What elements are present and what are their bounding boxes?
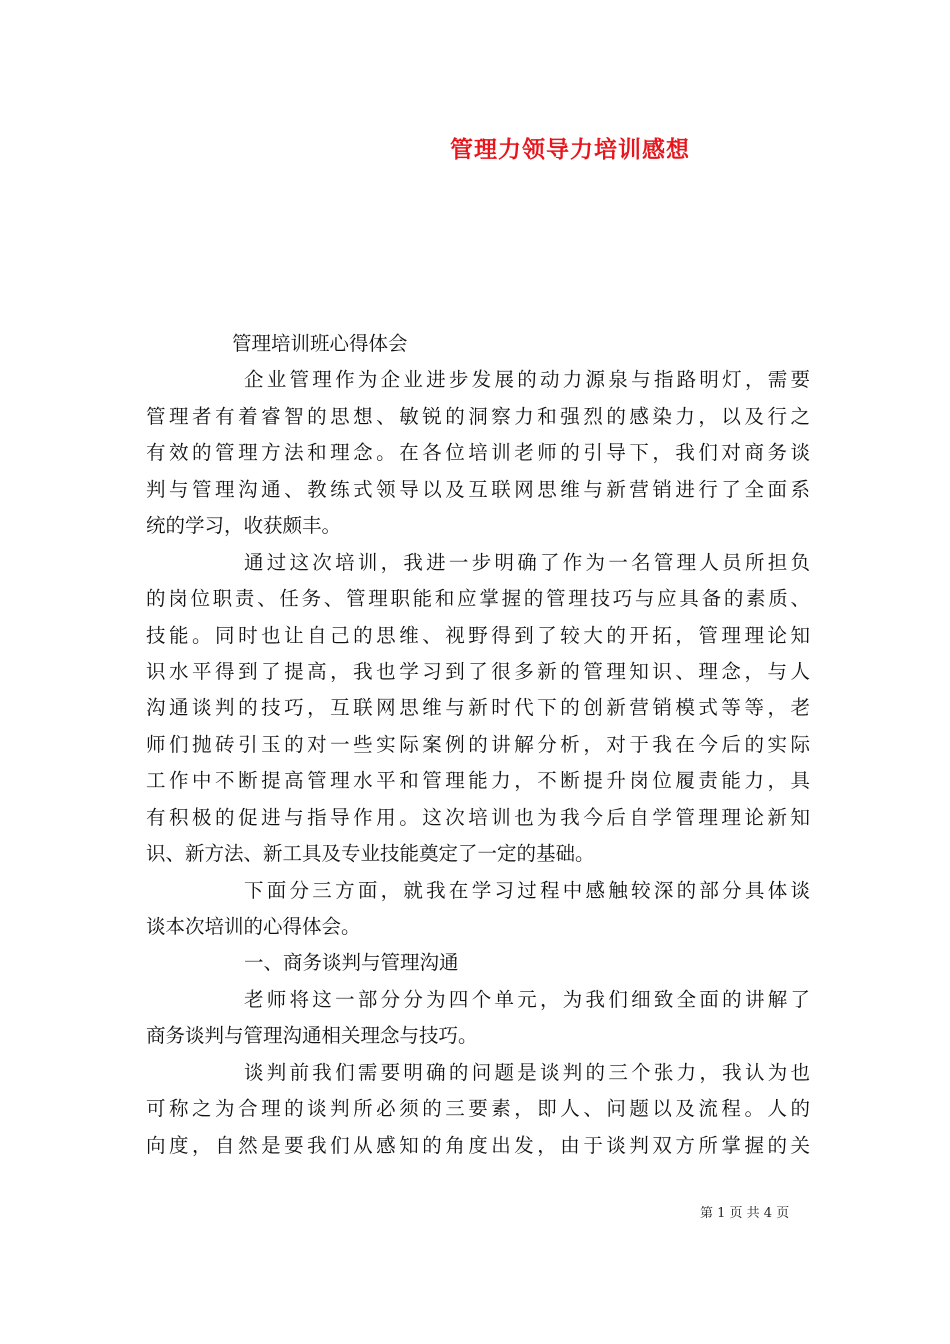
paragraph-line: 师们抛砖引玉的对一些实际案例的讲解分析，对于我在今后的实际 — [146, 732, 810, 756]
paragraph-line: 向度，自然是要我们从感知的角度出发，由于谈判双方所掌握的关 — [146, 1133, 810, 1157]
paragraph-line: 老师将这一部分分为四个单元，为我们细致全面的讲解了 — [244, 987, 810, 1011]
section-heading: 一、商务谈判与管理沟通 — [244, 951, 459, 975]
paragraph-line: 判与管理沟通、教练式领导以及互联网思维与新营销进行了全面系 — [146, 477, 810, 501]
paragraph-line: 管理者有着睿智的思想、敏锐的洞察力和强烈的感染力，以及行之 — [146, 404, 810, 428]
paragraph-line: 谈本次培训的心得体会。 — [146, 915, 361, 938]
section-subtitle: 管理培训班心得体会 — [232, 332, 408, 355]
paragraph-line: 识、新方法、新工具及专业技能奠定了一定的基础。 — [146, 842, 595, 866]
paragraph-line: 识水平得到了提高，我也学习到了很多新的管理知识、理念，与人 — [146, 659, 810, 683]
paragraph-line: 谈判前我们需要明确的问题是谈判的三个张力，我认为也 — [244, 1060, 810, 1084]
paragraph-line: 商务谈判与管理沟通相关理念与技巧。 — [146, 1024, 478, 1048]
paragraph-line: 下面分三方面，就我在学习过程中感触较深的部分具体谈 — [244, 878, 810, 902]
paragraph-line: 技能。同时也让自己的思维、视野得到了较大的开拓，管理理论知 — [146, 623, 810, 647]
paragraph-line: 可称之为合理的谈判所必须的三要素，即人、问题以及流程。人的 — [146, 1097, 810, 1121]
paragraph-line: 的岗位职责、任务、管理职能和应掌握的管理技巧与应具备的素质、 — [146, 587, 810, 611]
document-body — [146, 326, 810, 1164]
paragraph-line: 有积极的促进与指导作用。这次培训也为我今后自学管理理论新知 — [146, 805, 810, 829]
paragraph-line: 有效的管理方法和理念。在各位培训老师的引导下，我们对商务谈 — [146, 441, 810, 465]
paragraph-line: 通过这次培训，我进一步明确了作为一名管理人员所担负 — [244, 550, 810, 574]
document-title: 管理力领导力培训感想 — [450, 136, 690, 163]
paragraph-line: 统的学习，收获颇丰。 — [146, 514, 342, 538]
paragraph-line: 工作中不断提高管理水平和管理能力，不断提升岗位履责能力，具 — [146, 769, 810, 793]
paragraph-line: 企业管理作为企业进步发展的动力源泉与指路明灯，需要 — [244, 368, 810, 392]
paragraph-line: 沟通谈判的技巧，互联网思维与新时代下的创新营销模式等等，老 — [146, 696, 810, 720]
page-number: 第 1 页 共 4 页 — [700, 1206, 790, 1221]
